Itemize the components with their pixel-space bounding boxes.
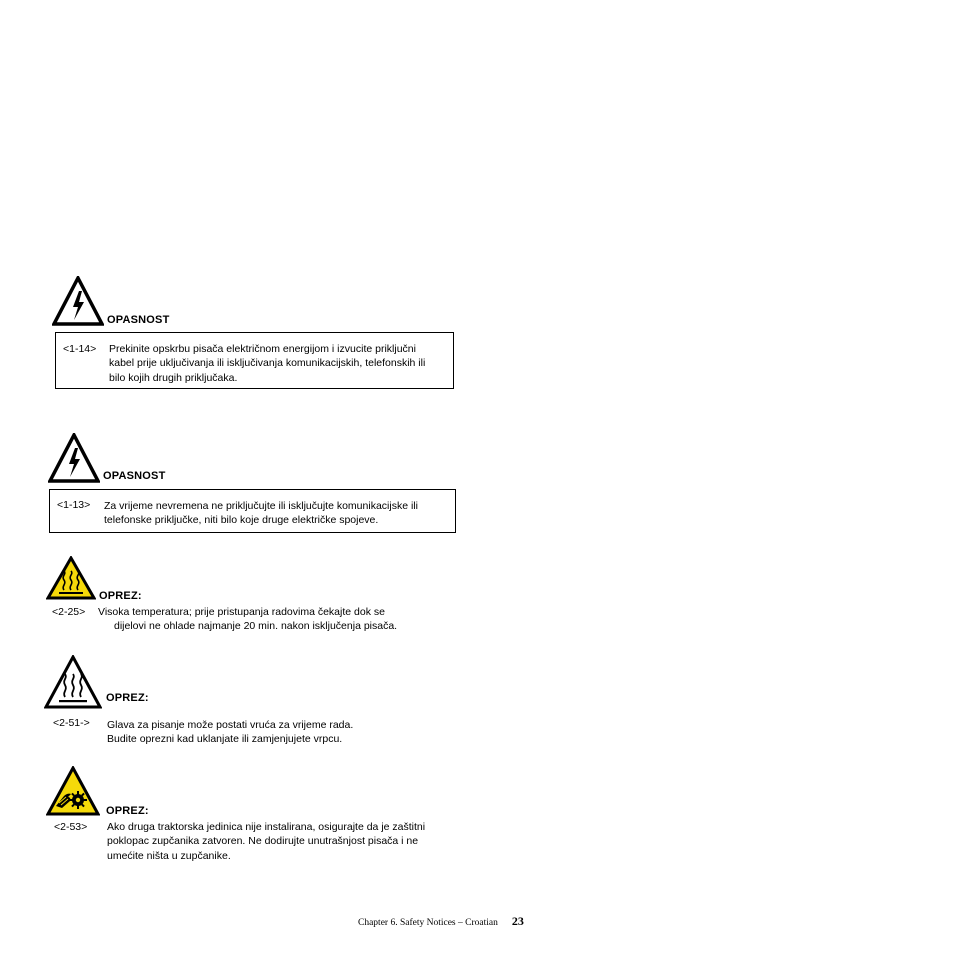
gear-pinch-hazard-icon	[46, 766, 100, 816]
notice-label: OPREZ:	[106, 692, 149, 704]
notice-code: <2-51->	[53, 717, 90, 729]
page-footer	[358, 912, 524, 930]
notice-text	[104, 499, 418, 528]
notice-label: OPASNOST	[107, 314, 170, 326]
notice-text-line: kabel prije uključivanja ili isključivanja komunikacijskih, telefonskih ili	[109, 357, 426, 370]
electrical-hazard-icon	[48, 433, 100, 483]
notice-text-line: umećite ništa u zupčanike.	[107, 849, 231, 862]
electrical-hazard-icon	[52, 276, 104, 326]
notice-code: <2-25>	[52, 606, 86, 618]
notice-text	[107, 820, 425, 863]
notice-code: <1-13>	[57, 499, 91, 511]
notice-text-line: Budite oprezni kad uklanjate ili zamjenjujete vrpcu.	[107, 733, 343, 746]
notice-text	[98, 605, 397, 634]
notice-text-line: dijelovi ne ohlade najmanje 20 min. nakon isključenja pisača.	[114, 620, 398, 633]
notice-label: OPREZ:	[106, 805, 149, 817]
hot-surface-icon	[44, 655, 102, 709]
notice-text	[107, 718, 353, 747]
notice-text-line: Visoka temperatura; prije pristupanja radovima čekajte dok se	[98, 606, 385, 618]
notice-text-line: telefonske priključke, niti bilo koje druge električke spojeve.	[104, 514, 379, 527]
notice-code: <2-53>	[54, 821, 88, 833]
notice-label: OPREZ:	[99, 590, 142, 602]
notice-text	[109, 342, 425, 385]
notice-text-line: Ako druga traktorska jedinica nije instalirana, osigurajte da je zaštitni	[107, 821, 426, 833]
page-number: 23	[511, 914, 524, 928]
footer-chapter-title: Chapter 6. Safety Notices – Croatian	[358, 918, 498, 928]
notice-text-line: Glava za pisanje može postati vruća za vrijeme rada.	[107, 719, 354, 731]
hot-surface-icon	[46, 556, 96, 600]
notice-text-line: Za vrijeme nevremena ne priključujte ili isključujte komunikacijske ili	[104, 500, 418, 512]
notice-text-line: Prekinite opskrbu pisača električnom energijom i izvucite priključni	[109, 343, 416, 355]
notice-text-line: bilo kojih drugih priključaka.	[109, 371, 238, 384]
notice-text-line: poklopac zupčanika zatvoren. Ne dodirujte unutrašnjost pisača i ne	[107, 835, 419, 848]
notice-label: OPASNOST	[103, 470, 166, 482]
notice-code: <1-14>	[63, 343, 97, 355]
